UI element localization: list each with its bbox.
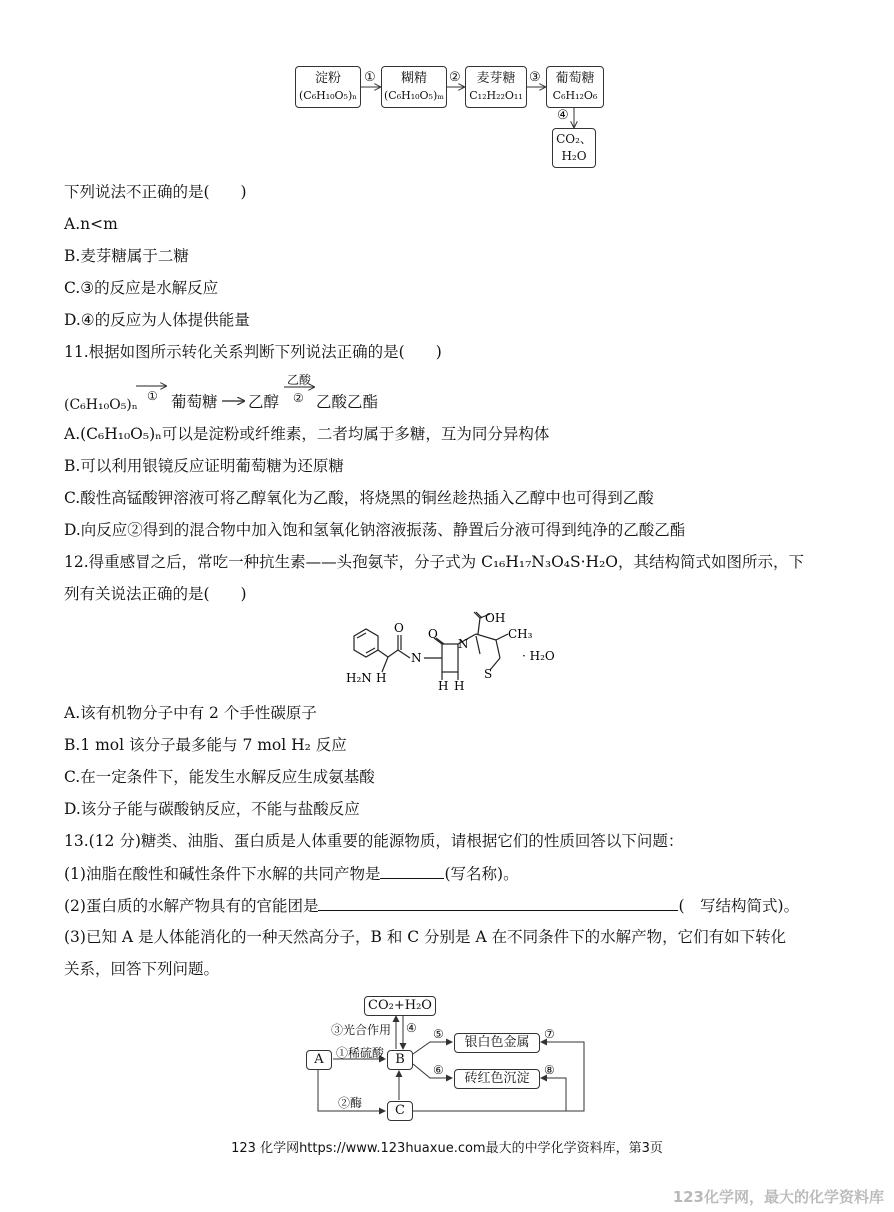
node-a: A	[306, 1050, 332, 1070]
node-c: C	[387, 1101, 413, 1121]
q13-part2-answer-blank[interactable]	[318, 894, 678, 911]
scheme-ethanol: 乙醇	[248, 393, 280, 411]
box-product-line1: CO₂、	[556, 132, 592, 146]
q13-part2-hint: ( 写结构简式)。	[678, 897, 800, 915]
label-h2: H	[438, 679, 449, 693]
label-s: S	[484, 667, 493, 681]
scheme-reagent: 乙酸	[287, 373, 312, 387]
box-starch-name: 淀粉	[314, 71, 341, 86]
label-h1: H	[376, 671, 387, 685]
scheme-start: (C₆H₁₀O₅)ₙ	[64, 397, 138, 413]
q12-option-a: A.该有机物分子中有 2 个手性碳原子	[64, 704, 317, 722]
q10-stem: 下列说法不正确的是( )	[64, 183, 247, 201]
label-nh2: H₂N	[346, 671, 372, 685]
scheme-ester: 乙酸乙酯	[316, 393, 379, 411]
q12-option-d: D.该分子能与碳酸钠反应，不能与盐酸反应	[64, 800, 360, 818]
label-water: · H₂O	[522, 649, 555, 663]
q13-part1-hint: (写名称)。	[444, 865, 519, 883]
label-h3: H	[454, 679, 465, 693]
box-product-line2: H₂O	[561, 149, 587, 163]
step4-label: ④	[557, 108, 569, 123]
q11-option-d: D.向反应②得到的混合物中加入饱和氢氧化钠溶液振荡、静置后分液可得到纯净的乙酸乙酯	[64, 521, 686, 539]
label-step6: ⑥	[433, 1063, 444, 1077]
q11-stem: 11.根据如图所示转化关系判断下列说法正确的是( )	[64, 343, 442, 361]
cephalexin-structure	[330, 610, 590, 695]
q10-option-d: D.④的反应为人体提供能量	[64, 311, 250, 329]
q13-part3-line2: 关系，回答下列问题。	[64, 960, 220, 978]
label-step8: ⑧	[544, 1063, 555, 1077]
label-step7: ⑦	[544, 1027, 555, 1041]
q12-option-b: B.1 mol 该分子最多能与 7 mol H₂ 反应	[64, 736, 347, 754]
label-dilute-acid: ①稀硫酸	[336, 1046, 385, 1060]
box-maltose-formula: C₁₂H₂₂O₁₁	[469, 89, 523, 102]
q12-stem-line2: 列有关说法正确的是( )	[64, 585, 247, 603]
label-photosynthesis: ③光合作用	[331, 1023, 392, 1037]
scheme-step2: ②	[293, 391, 304, 405]
step3-label: ③	[529, 70, 541, 85]
box-dextrin-formula: (C₆H₁₀O₅)ₘ	[384, 89, 444, 102]
label-nh: N	[411, 651, 422, 665]
label-n-ring: N	[458, 637, 469, 651]
q13-part1-answer-blank[interactable]	[380, 862, 444, 879]
node-b: B	[387, 1050, 413, 1070]
q13-part1	[64, 862, 519, 885]
node-silver-metal: 银白色金属	[454, 1033, 540, 1053]
label-o-lactam: O	[428, 627, 438, 641]
q10-option-c: C.③的反应是水解反应	[64, 279, 219, 297]
box-starch-formula: (C₆H₁₀O₅)ₙ	[298, 89, 357, 102]
step1-label: ①	[364, 70, 376, 85]
q12-stem-line1: 12.得重感冒之后，常吃一种抗生素——头孢氨苄，分子式为 C₁₆H₁₇N₃O₄S·H₂O，其结构简式如图所示，下	[64, 553, 804, 571]
q11-option-b: B.可以利用银镜反应证明葡萄糖为还原糖	[64, 457, 344, 475]
q11-option-c: C.酸性高锰酸钾溶液可将乙醇氧化为乙酸，将烧黑的铜丝趁热插入乙醇中也可得到乙酸	[64, 489, 654, 507]
box-maltose-name: 麦芽糖	[476, 71, 516, 86]
node-brick-precipitate: 砖红色沉淀	[454, 1069, 540, 1089]
top-diagram-arrows	[0, 0, 894, 200]
scheme-glucose: 葡萄糖	[171, 393, 218, 411]
q11-option-a: A.(C₆H₁₀O₅)ₙ可以是淀粉或纤维素，二者均属于多糖，互为同分异构体	[64, 425, 550, 443]
q10-option-a: A.n<m	[64, 215, 118, 233]
box-dextrin-name: 糊精	[400, 71, 427, 86]
label-o-carbonyl: O	[394, 621, 404, 635]
site-watermark: 123化学网，最大的化学资料库	[672, 1188, 884, 1206]
step2-label: ②	[449, 70, 461, 85]
q10-option-b: B.麦芽糖属于二糖	[64, 247, 189, 265]
q13-part3-line1: (3)已知 A 是人体能消化的一种天然高分子，B 和 C 分别是 A 在不同条件下的水解产物，它们有如下转化	[64, 928, 787, 946]
q13-diagram-arrows	[0, 980, 894, 1130]
q12-option-c: C.在一定条件下，能发生水解反应生成氨基酸	[64, 768, 375, 786]
label-step4: ④	[406, 1021, 417, 1035]
q13-part2	[64, 894, 799, 917]
label-enzyme: ②酶	[338, 1096, 363, 1110]
node-co2-water: CO₂+H₂O	[364, 996, 436, 1016]
box-glucose-name: 葡萄糖	[555, 71, 595, 86]
q13-stem: 13.(12 分)糖类、油脂、蛋白质是人体重要的能源物质，请根据它们的性质回答以下问题：	[64, 832, 684, 850]
label-step5: ⑤	[433, 1027, 444, 1041]
scheme-step1: ①	[147, 389, 158, 403]
q13-part2-text: (2)蛋白质的水解产物具有的官能团是	[64, 897, 319, 915]
scheme-arrows	[0, 370, 400, 410]
label-ch3: CH₃	[508, 627, 533, 641]
q13-part1-text: (1)油脂在酸性和碱性条件下水解的共同产物是	[64, 865, 381, 883]
box-glucose-formula: C₆H₁₂O₆	[552, 89, 598, 102]
label-oh: OH	[485, 611, 506, 625]
page-footer: 123 化学网https://www.123huaxue.com最大的中学化学资料库，第3页	[231, 1141, 663, 1156]
